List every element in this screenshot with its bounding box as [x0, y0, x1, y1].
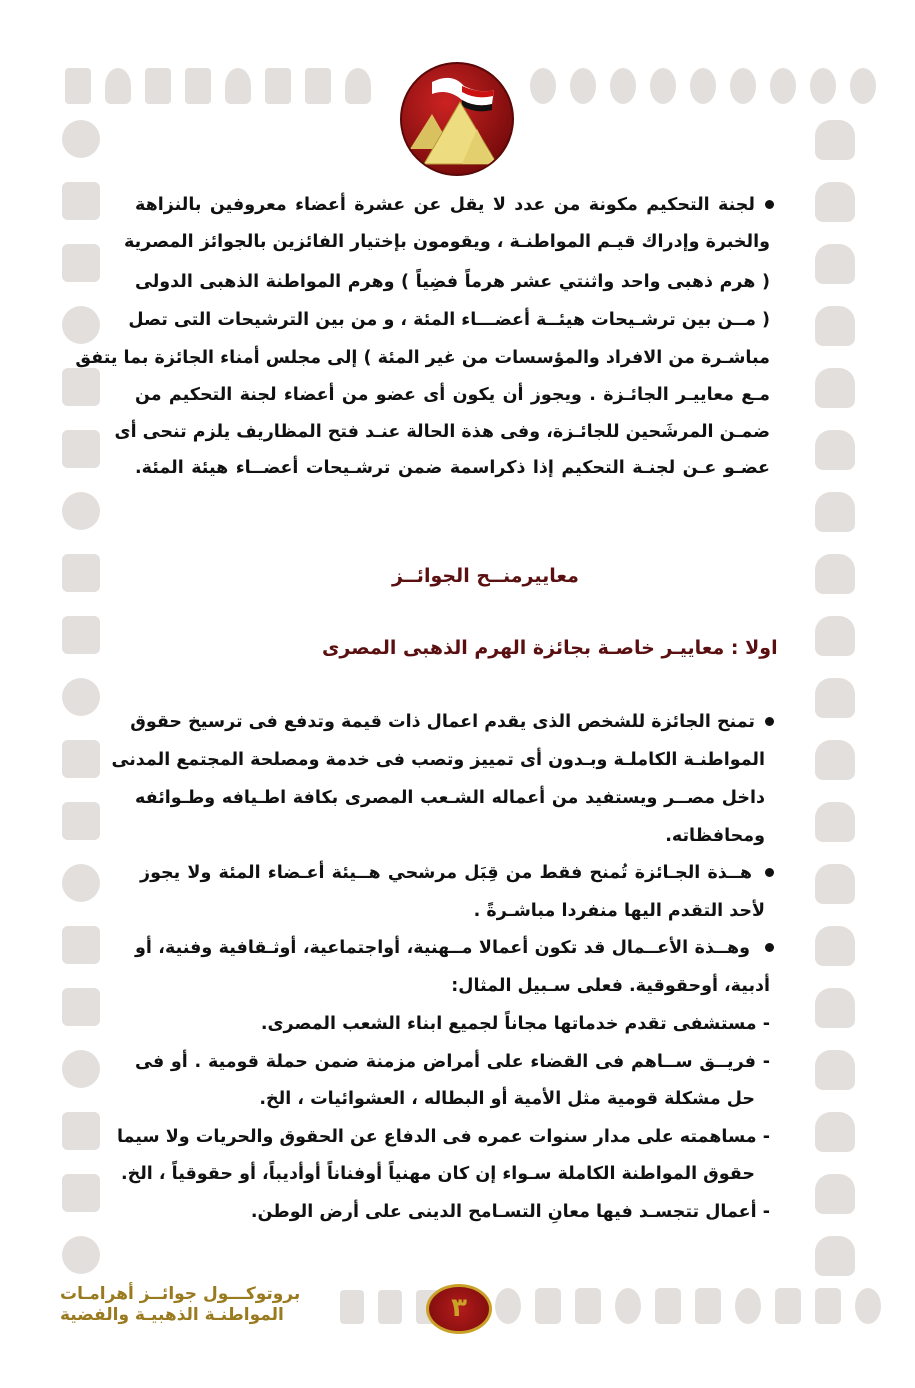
pyramid-icon: [402, 64, 512, 174]
text-line: المواطنـة الكاملـة وبـدون أى تمييز وتصب فى خدمة ومصلحة المجتمع المدنى: [111, 750, 765, 770]
text-line: داخل مصــر ويستفيد من أعماله الشـعب المصرى بكافة اطـيافه وطـوائفه: [135, 788, 765, 808]
hieroglyph-icon: [62, 616, 100, 654]
hieroglyph-icon: [815, 1050, 855, 1090]
hieroglyph-icon: [810, 68, 836, 104]
hieroglyph-icon: [815, 802, 855, 842]
text-line: ( هرم ذهبى واحد واثنتي عشر هرماً فضِياً ) وهرم المواطنة الذهبى الدولى: [135, 272, 770, 292]
hieroglyph-icon: [62, 1112, 100, 1150]
text-line: - مستشفى تقدم خدماتها مجاناً لجميع ابناء الشعب المصرى.: [260, 1014, 770, 1034]
hieroglyph-icon: [815, 740, 855, 780]
text-line: ( مــن بين ترشـيحات هيئــة أعضـــاء المئة ، و من بين الترشيحات التى تصل: [128, 310, 770, 330]
hieroglyph-icon: [225, 68, 251, 104]
hieroglyph-icon: [530, 68, 556, 104]
hieroglyph-icon: [62, 306, 100, 344]
text-line: ومحافظاته.: [665, 826, 765, 846]
hieroglyph-icon: [815, 1288, 841, 1324]
hieroglyph-icon: [730, 68, 756, 104]
hieroglyph-icon: [655, 1288, 681, 1324]
hieroglyph-icon: [62, 1174, 100, 1212]
hieroglyph-icon: [105, 68, 131, 104]
hieroglyph-icon: [815, 368, 855, 408]
hieroglyph-icon: [815, 1236, 855, 1276]
hieroglyph-icon: [815, 1112, 855, 1152]
hieroglyph-icon: [62, 244, 100, 282]
text-line: وهــذة الأعــمال قد تكون أعمالا مــهنية، أواجتماعية، أوثـقافية وفنية، أو: [135, 938, 750, 958]
text-line: تمنح الجائزة للشخص الذى يقدم اعمال ذات قيمة وتدفع فى ترسيخ حقوق: [130, 712, 755, 732]
hieroglyph-icon: [62, 1050, 100, 1088]
hieroglyph-icon: [265, 68, 291, 104]
hieroglyph-icon: [815, 306, 855, 346]
text-line: هــذة الجـائزة تُمنح فقط من قِبَل مرشحي هــيئة أعـضاء المئة ولا يجوز: [140, 863, 752, 883]
text-line: - مساهمته على مدار سنوات عمره فى الدفاع عن الحقوق والحريات ولا سيما: [116, 1127, 770, 1147]
hieroglyph-icon: [690, 68, 716, 104]
hieroglyph-icon: [62, 492, 100, 530]
hieroglyph-icon: [695, 1288, 721, 1324]
hieroglyph-icon: [815, 492, 855, 532]
text-line: لجنة التحكيم مكونة من عدد لا يقل عن عشرة أعضاء معروفين بالنزاهة: [135, 195, 755, 215]
hieroglyph-icon: [495, 1288, 521, 1324]
bullet-icon: [765, 868, 774, 877]
text-line: حل مشكلة قومية مثل الأمية أو البطاله ، العشوائيات ، الخ.: [259, 1089, 755, 1109]
hieroglyph-icon: [815, 926, 855, 966]
hieroglyph-icon: [62, 926, 100, 964]
text-line: - فريــق ســاهم فى القضاء على أمراض مزمنة ضمن حملة قومية . أو فى: [135, 1052, 770, 1072]
hieroglyph-icon: [340, 1290, 364, 1324]
hieroglyph-icon: [62, 740, 100, 778]
hieroglyph-icon: [62, 988, 100, 1026]
text-line: ضمـن المرشَحين للجائـزة، وفى هذة الحالة عنـد فتح المظاريف يلزم تنحى أى: [114, 422, 770, 442]
hieroglyph-icon: [815, 616, 855, 656]
hieroglyph-icon: [145, 68, 171, 104]
hieroglyph-icon: [815, 864, 855, 904]
subsection-title: اولا : معاييـر خاصـة بجائزة الهرم الذهبى المصرى: [322, 637, 778, 659]
text-line: - أعمال تتجسـد فيها معانِ التسـامح الدينى على أرض الوطن.: [250, 1202, 770, 1222]
text-line: مـع معاييـر الجائـزة . ويجوز أن يكون أى عضو من أعضاء لجنة التحكيم من: [135, 385, 770, 405]
hieroglyph-icon: [62, 802, 100, 840]
hieroglyph-icon: [185, 68, 211, 104]
hieroglyph-icon: [570, 68, 596, 104]
hieroglyph-icon: [575, 1288, 601, 1324]
hieroglyph-icon: [65, 68, 91, 104]
footer-title-line1: بروتوكـــول جوائــز أهرامـات: [60, 1284, 301, 1304]
hieroglyph-icon: [815, 1174, 855, 1214]
hieroglyph-icon: [62, 120, 100, 158]
hieroglyph-icon: [535, 1288, 561, 1324]
hieroglyph-icon: [815, 120, 855, 160]
text-line: مباشـرة من الافراد والمؤسسات من غير المئة ) إلى مجلس أمناء الجائزة بما يتفق: [75, 348, 770, 368]
text-line: أدبية، أوحقوقية. فعلى سـبيل المثال:: [451, 976, 770, 996]
section-title: معاييرمنــح الجوائــز: [392, 565, 579, 587]
hieroglyph-icon: [815, 554, 855, 594]
hieroglyph-icon: [815, 244, 855, 284]
hieroglyph-icon: [62, 554, 100, 592]
hieroglyph-icon: [345, 68, 371, 104]
hieroglyph-icon: [615, 1288, 641, 1324]
hieroglyph-icon: [62, 182, 100, 220]
hieroglyph-icon: [770, 68, 796, 104]
hieroglyph-icon: [815, 678, 855, 718]
footer-title-line2: المواطنـة الذهبيـة والفضية: [60, 1305, 284, 1325]
hieroglyph-icon: [815, 988, 855, 1028]
hieroglyph-icon: [735, 1288, 761, 1324]
hieroglyph-icon: [62, 678, 100, 716]
hieroglyph-icon: [850, 68, 876, 104]
page-number-badge: ٣: [426, 1284, 492, 1334]
text-line: والخبرة وإدراك قيـم المواطنـة ، ويقومون بإختيار الفائزين بالجوائز المصرية: [124, 232, 770, 252]
hieroglyph-icon: [815, 430, 855, 470]
hieroglyph-icon: [62, 430, 100, 468]
hieroglyph-icon: [62, 864, 100, 902]
hieroglyph-icon: [775, 1288, 801, 1324]
text-line: حقوق المواطنة الكاملة سـواء إن كان مهنياً أوفناناً أوأديباً، أو حقوقياً ، الخ.: [120, 1164, 755, 1184]
bullet-icon: [765, 943, 774, 952]
hieroglyph-icon: [650, 68, 676, 104]
hieroglyph-icon: [305, 68, 331, 104]
hieroglyph-icon: [610, 68, 636, 104]
bullet-icon: [765, 717, 774, 726]
hieroglyph-icon: [62, 1236, 100, 1274]
hieroglyph-icon: [815, 182, 855, 222]
hieroglyph-icon: [378, 1290, 402, 1324]
hieroglyph-icon: [62, 368, 100, 406]
hieroglyph-icon: [855, 1288, 881, 1324]
text-line: عضـو عـن لجنـة التحكيم إذا ذكراسمة ضمن ترشـيحات أعضــاء هيئة المئة.: [135, 458, 770, 478]
bullet-icon: [765, 200, 774, 209]
text-line: لأحد التقدم اليها منفردا مباشـرةً .: [473, 901, 765, 921]
pyramids-flag-logo: [400, 62, 514, 176]
